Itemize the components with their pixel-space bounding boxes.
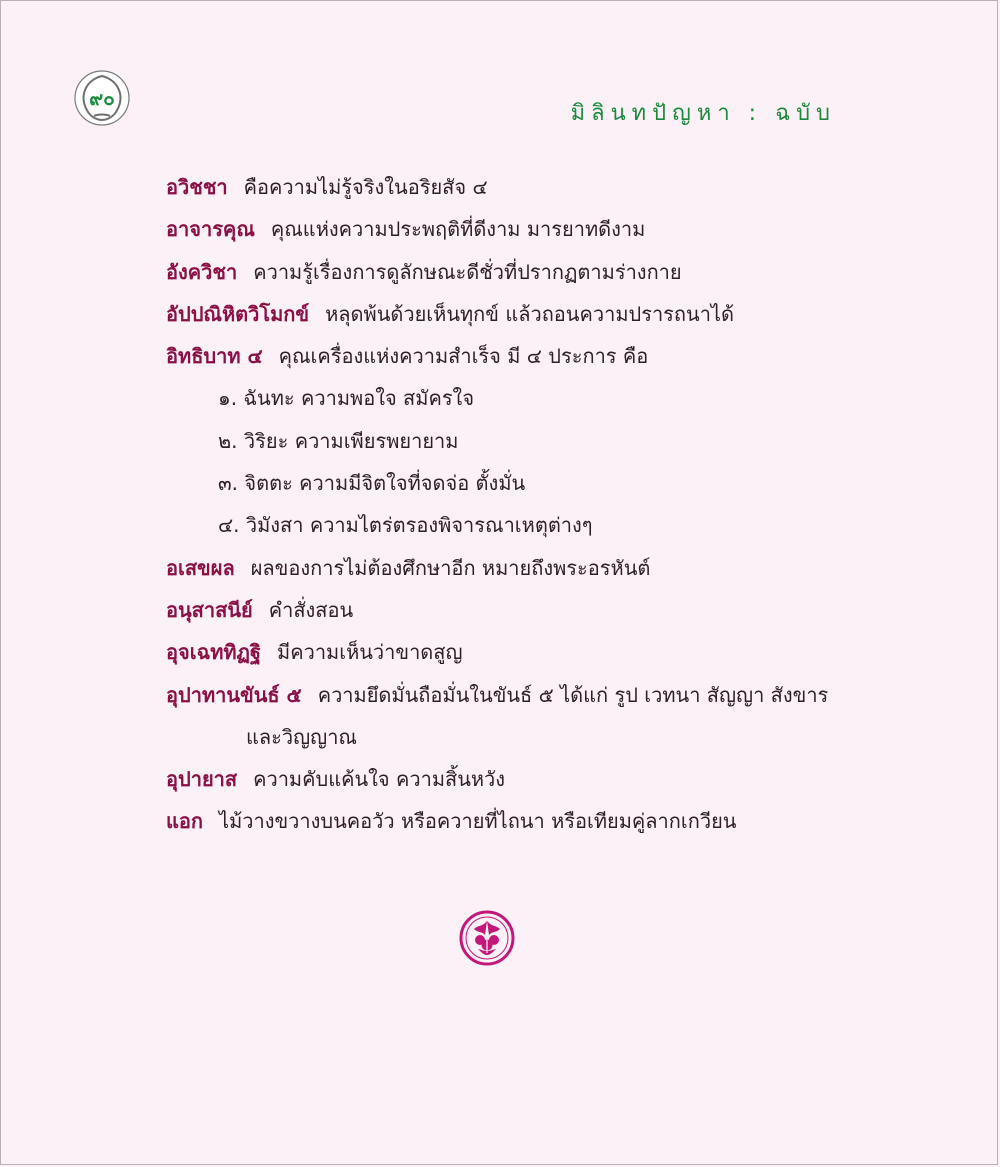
- glossary-entry: [166, 631, 866, 673]
- sub-item: ๒. วิริยะ ความเพียรพยายาม: [218, 428, 459, 453]
- entry-definition: ความรู้เรื่องการดูลักษณะดีชั่วที่ปรากฏตามร่างกาย: [253, 259, 682, 284]
- entry-term: อนุสาสนีย์: [166, 597, 253, 622]
- glossary-entry: [166, 800, 866, 842]
- entry-term: อาจารคุณ: [166, 217, 255, 242]
- entry-term: อุปายาส: [166, 767, 238, 792]
- entry-continuation: และวิญญาณ: [246, 724, 357, 749]
- entry-definition: คำสั่งสอน: [268, 597, 354, 622]
- glossary-entry: [166, 166, 866, 208]
- running-header: มิลินทปัญหา : ฉบับ: [570, 101, 836, 126]
- entry-definition: คือความไม่รู้จริงในอริยสัจ ๔: [243, 175, 488, 199]
- glossary-entry: [166, 589, 866, 631]
- glossary-entry: [166, 251, 866, 293]
- entry-term: อวิชชา: [166, 175, 228, 199]
- glossary-list: [166, 166, 866, 843]
- entry-definition: หลุดพ้นด้วยเห็นทุกข์ แล้วถอนความปรารถนาได้: [325, 301, 734, 326]
- glossary-entry: [166, 547, 866, 589]
- glossary-entry: [166, 674, 866, 716]
- entry-term: อุปาทานขันธ์ ๕: [166, 682, 302, 707]
- entry-definition: ความยึดมั่นถือมั่นในขันธ์ ๕ ได้แก่ รูป เวทนา สัญญา สังขาร: [317, 682, 829, 707]
- glossary-entry: [166, 208, 866, 250]
- page-number-badge: [72, 70, 132, 126]
- ornament: [458, 909, 516, 967]
- sub-item: ๓. จิตตะ ความมีจิตใจที่จดจ่อ ตั้งมั่น: [218, 471, 526, 496]
- entry-definition: คุณแห่งความประพฤติที่ดีงาม มารยาทดีงาม: [270, 217, 646, 242]
- entry-definition: มีความเห็นว่าขาดสูญ: [277, 640, 463, 665]
- entry-definition: ไม้วางขวางบนคอวัว หรือควายที่ไถนา หรือเทียมคู่ลากเกวียน: [219, 809, 737, 834]
- entry-term: อังควิชา: [166, 259, 238, 284]
- entry-term: แอก: [166, 809, 204, 834]
- page-number: ๙๐: [89, 88, 115, 110]
- entry-definition: ความคับแค้นใจ ความสิ้นหวัง: [253, 767, 506, 792]
- entry-definition: ผลของการไม่ต้องศึกษาอีก หมายถึงพระอรหันต์: [250, 555, 651, 580]
- entry-term: อัปปณิหิตวิโมกข์: [166, 301, 310, 326]
- flower-ornament-icon: [458, 909, 516, 967]
- glossary-entry: [166, 293, 866, 335]
- glossary-entry: [166, 758, 866, 800]
- glossary-entry: [166, 335, 866, 377]
- entry-definition: คุณเครื่องแห่งความสำเร็จ มี ๔ ประการ คือ: [278, 344, 649, 369]
- sub-item: ๔. วิมังสา ความไตร่ตรองพิจารณาเหตุต่างๆ: [218, 513, 593, 538]
- sub-item: ๑. ฉันทะ ความพอใจ สมัครใจ: [218, 386, 475, 411]
- entry-term: อเสขผล: [166, 555, 235, 580]
- entry-term: อิทธิบาท ๔: [166, 344, 263, 369]
- entry-term: อุจเฉททิฏฐิ: [166, 640, 262, 665]
